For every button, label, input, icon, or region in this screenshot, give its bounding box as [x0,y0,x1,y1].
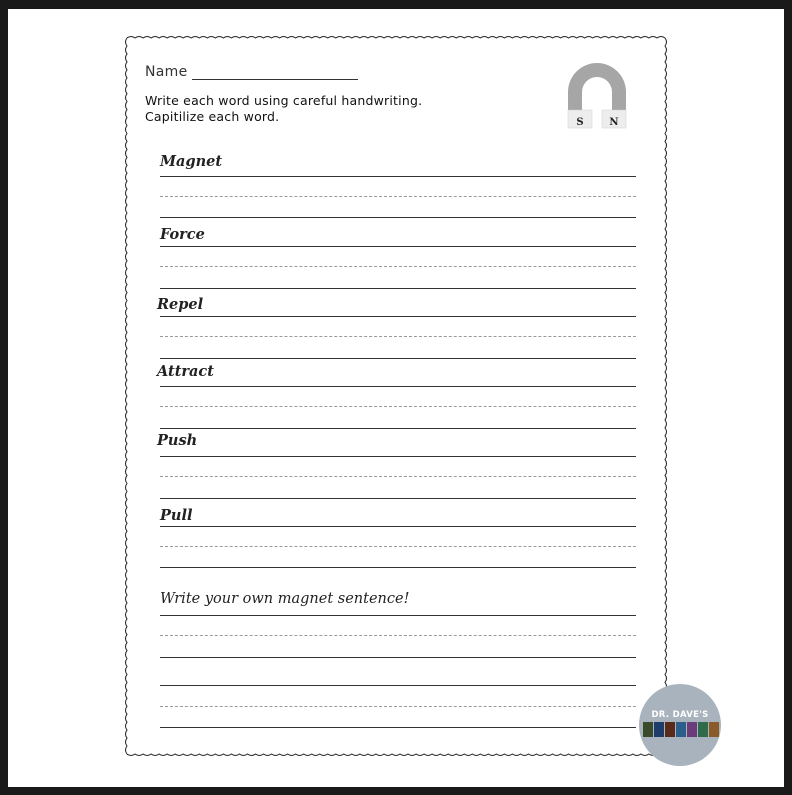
writing-mid-dashed-line [160,546,636,547]
writing-mid-dashed-line [160,266,636,267]
word-repel: Repel [157,296,204,313]
instruction-line-1: Write each word using careful handwriting. [145,93,423,108]
writing-top-line [160,456,636,457]
writing-base-line[interactable] [160,428,636,429]
writing-top-line [160,246,636,247]
writing-top-line [160,176,636,177]
writing-mid-dashed-line [160,476,636,477]
writing-mid-dashed-line [160,196,636,197]
name-underline [192,66,358,80]
sentence-line[interactable] [160,657,636,658]
word-magnet: Magnet [160,153,223,170]
dr-daves-science-logo [639,684,721,766]
writing-base-line[interactable] [160,217,636,218]
writing-base-line[interactable] [160,567,636,568]
writing-base-line[interactable] [160,288,636,289]
sentence-prompt: Write your own magnet sentence! [160,591,410,607]
writing-mid-dashed-line [160,336,636,337]
logo-science-wordmark [643,722,719,737]
sentence-top-line [160,615,636,616]
sentence-dashed-line [160,635,636,636]
writing-base-line[interactable] [160,358,636,359]
word-push: Push [157,432,198,449]
logo-top-text: DR. DAVE'S [651,710,709,720]
instruction-line-2: Capitilize each word. [145,109,280,124]
sentence-line[interactable] [160,727,636,728]
magnet-north-label: N [609,117,619,128]
name-label: Name [145,64,188,80]
word-pull: Pull [160,507,193,524]
word-force: Force [160,226,205,243]
worksheet-page [124,35,668,757]
writing-top-line [160,316,636,317]
writing-base-line[interactable] [160,498,636,499]
magnet-south-label: S [576,117,584,128]
name-field[interactable] [145,64,358,80]
scalloped-border [124,35,668,757]
writing-mid-dashed-line [160,406,636,407]
horseshoe-magnet-icon [566,62,628,134]
sentence-line[interactable] [160,685,636,686]
writing-top-line [160,526,636,527]
sentence-dashed-line [160,706,636,707]
writing-top-line [160,386,636,387]
word-attract: Attract [157,363,214,380]
